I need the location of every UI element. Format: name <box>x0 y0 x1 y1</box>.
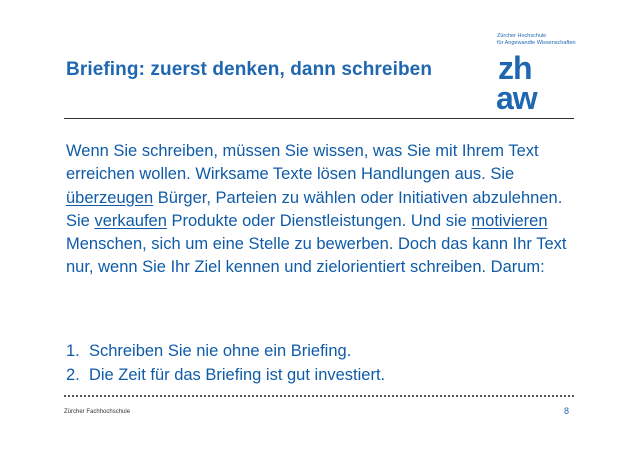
footer-institution: Zürcher Fachhochschule <box>64 409 131 415</box>
logo-caption-line1: Zürcher Hochschule <box>497 33 547 39</box>
list-item-text: Die Zeit für das Briefing ist gut investiert. <box>88 365 386 384</box>
list-number: 2. <box>66 365 80 384</box>
body-paragraph <box>66 140 576 280</box>
link-verkaufen[interactable]: verkaufen <box>94 211 167 230</box>
logo-caption <box>497 33 627 46</box>
paragraph-part-4: Menschen, sich um eine Stelle zu bewerben. Doch das kann Ihr Text nur, wenn Sie Ihr Ziel kennen und zielorientiert schreiben. Darum: <box>66 235 567 277</box>
svg-text:aw: aw <box>496 80 537 113</box>
link-motivieren[interactable]: motivieren <box>471 211 548 230</box>
logo-caption-line2: für Angewandte Wissenschaften <box>497 39 576 46</box>
list-item <box>66 340 566 364</box>
title-divider <box>64 118 574 119</box>
paragraph-part-3: Produkte oder Dienstleistungen. Und sie <box>166 211 472 230</box>
numbered-list <box>66 340 566 387</box>
list-item-text: Schreiben Sie nie ohne ein Briefing. <box>88 342 352 360</box>
svg-text:zh: zh <box>498 51 532 86</box>
link-ueberzeugen[interactable]: überzeugen <box>66 188 154 207</box>
list-item <box>66 364 566 388</box>
paragraph-part-2: Bürger, Parteien zu wählen oder Initiativen abzulehnen. Sie <box>66 188 563 230</box>
zhaw-logo <box>496 51 558 113</box>
footer-divider <box>64 395 574 397</box>
page-number: 8 <box>564 406 570 416</box>
slide-title: Briefing: zuerst denken, dann schreiben <box>66 59 433 80</box>
paragraph-part-1: Wenn Sie schreiben, müssen Sie wissen, was Sie mit Ihrem Text erreichen wollen. Wirksame Texte lösen Handlungen aus. Sie <box>66 142 539 184</box>
list-number: 1. <box>66 342 80 360</box>
